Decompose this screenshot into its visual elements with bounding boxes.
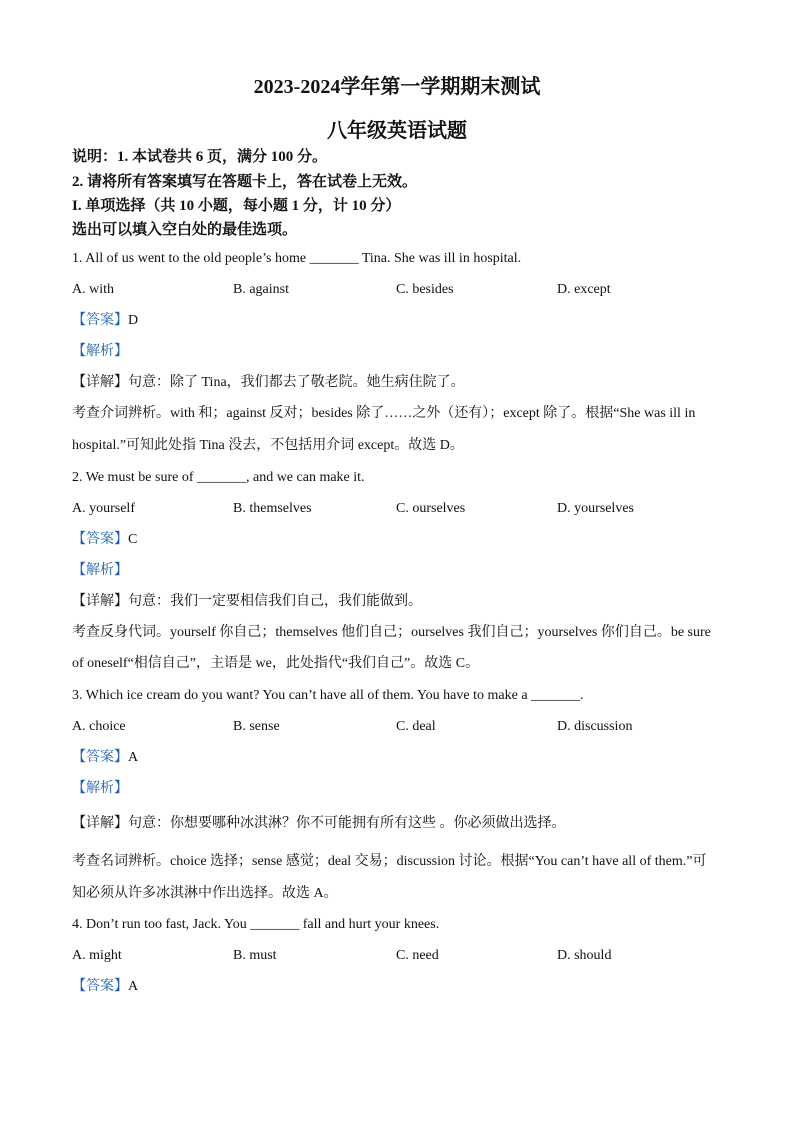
question-2-explanation-line-1: 考查反身代词。yourself 你自己；themselves 他们自己；ourselves 我们自己；yourselves 你们自己。be sure [72,625,711,640]
question-1-explanation-line-2: hospital.”可知此处指 Tina 没去，不包括用介词 except。故选 D。 [72,438,464,453]
analysis-tag: 【解析】 [72,781,128,796]
instruction-line-2: 2. 请将所有答案填写在答题卡上，答在试卷上无效。 [72,174,418,190]
question-2-explanation-line-2: of oneself“相信自己”，主语是 we，此处指代“我们自己”。故选 C。 [72,656,480,671]
question-3-option-c: C. deal [396,719,436,734]
analysis-tag: 【解析】 [72,563,128,578]
question-4-answer [72,978,138,996]
question-1-stem: 1. All of us went to the old people’s home _______ Tina. She was ill in hospital. [72,251,522,266]
question-4-answer-value: A [128,979,139,994]
question-1-analysis [72,343,128,361]
question-2-detail-text: 句意：我们一定要相信我们自己，我们能做到。 [128,594,422,609]
question-2-option-d: D. yourselves [557,501,634,516]
question-3-stem: 3. Which ice cream do you want? You can’t have all of them. You have to make a _______. [72,688,584,703]
question-3-answer-value: A [128,750,139,765]
question-2-answer [72,531,137,549]
detail-tag: 【详解】 [72,375,128,390]
answer-tag: 【答案】 [72,532,128,547]
question-4-option-d: D. should [557,948,612,963]
question-1-option-b: B. against [233,282,289,297]
detail-tag: 【详解】 [72,816,128,831]
instruction-line-1: 说明：1. 本试卷共 6 页，满分 100 分。 [72,149,328,165]
question-1-option-c: C. besides [396,282,454,297]
question-2-stem: 2. We must be sure of _______, and we can make it. [72,470,365,485]
question-1-explanation-line-1: 考查介词辨析。with 和；against 反对；besides 除了……之外（还有）；except 除了。根据“She was ill in [72,406,696,421]
question-2-option-b: B. themselves [233,501,312,516]
question-4-option-c: C. need [396,948,439,963]
detail-tag: 【详解】 [72,594,128,609]
answer-tag: 【答案】 [72,313,128,328]
question-3-option-d: D. discussion [557,719,633,734]
question-1-detail-text: 句意：除了 Tina，我们都去了敬老院。她生病住院了。 [128,375,465,390]
question-2-option-c: C. ourselves [396,501,466,516]
answer-tag: 【答案】 [72,979,128,994]
question-3-detail-text: 句意：你想要哪种冰淇淋？你不可能拥有所有这些 。你必须做出选择。 [128,816,566,831]
question-2-answer-value: C [128,532,138,547]
question-2-detail [72,593,422,611]
question-1-option-d: D. except [557,282,611,297]
question-2-option-a: A. yourself [72,501,135,516]
question-3-analysis [72,780,128,798]
question-4-option-a: A. might [72,948,122,963]
question-3-detail [72,815,566,833]
analysis-tag: 【解析】 [72,344,128,359]
section-directive: 选出可以填入空白处的最佳选项。 [72,222,298,238]
question-4-option-b: B. must [233,948,277,963]
question-1-answer-value: D [128,313,139,328]
question-3-explanation-line-1: 考查名词辨析。choice 选择；sense 感觉；deal 交易；discussion 讨论。根据“You can’t have all of them.”可 [72,854,707,869]
page-subtitle: 八年级英语试题 [327,120,467,142]
question-3-option-a: A. choice [72,719,126,734]
question-1-option-a: A. with [72,282,114,297]
question-1-answer [72,312,138,330]
question-2-analysis [72,562,128,580]
page-title: 2023-2024学年第一学期期末测试 [253,76,541,98]
question-1-detail [72,374,465,392]
question-3-explanation-line-2: 知必须从许多冰淇淋中作出选择。故选 A。 [72,886,338,901]
question-4-stem: 4. Don’t run too fast, Jack. You _______ fall and hurt your knees. [72,917,440,932]
answer-tag: 【答案】 [72,750,128,765]
question-3-option-b: B. sense [233,719,280,734]
section-heading: I. 单项选择（共 10 小题，每小题 1 分，计 10 分） [72,198,401,214]
question-3-answer [72,749,138,767]
